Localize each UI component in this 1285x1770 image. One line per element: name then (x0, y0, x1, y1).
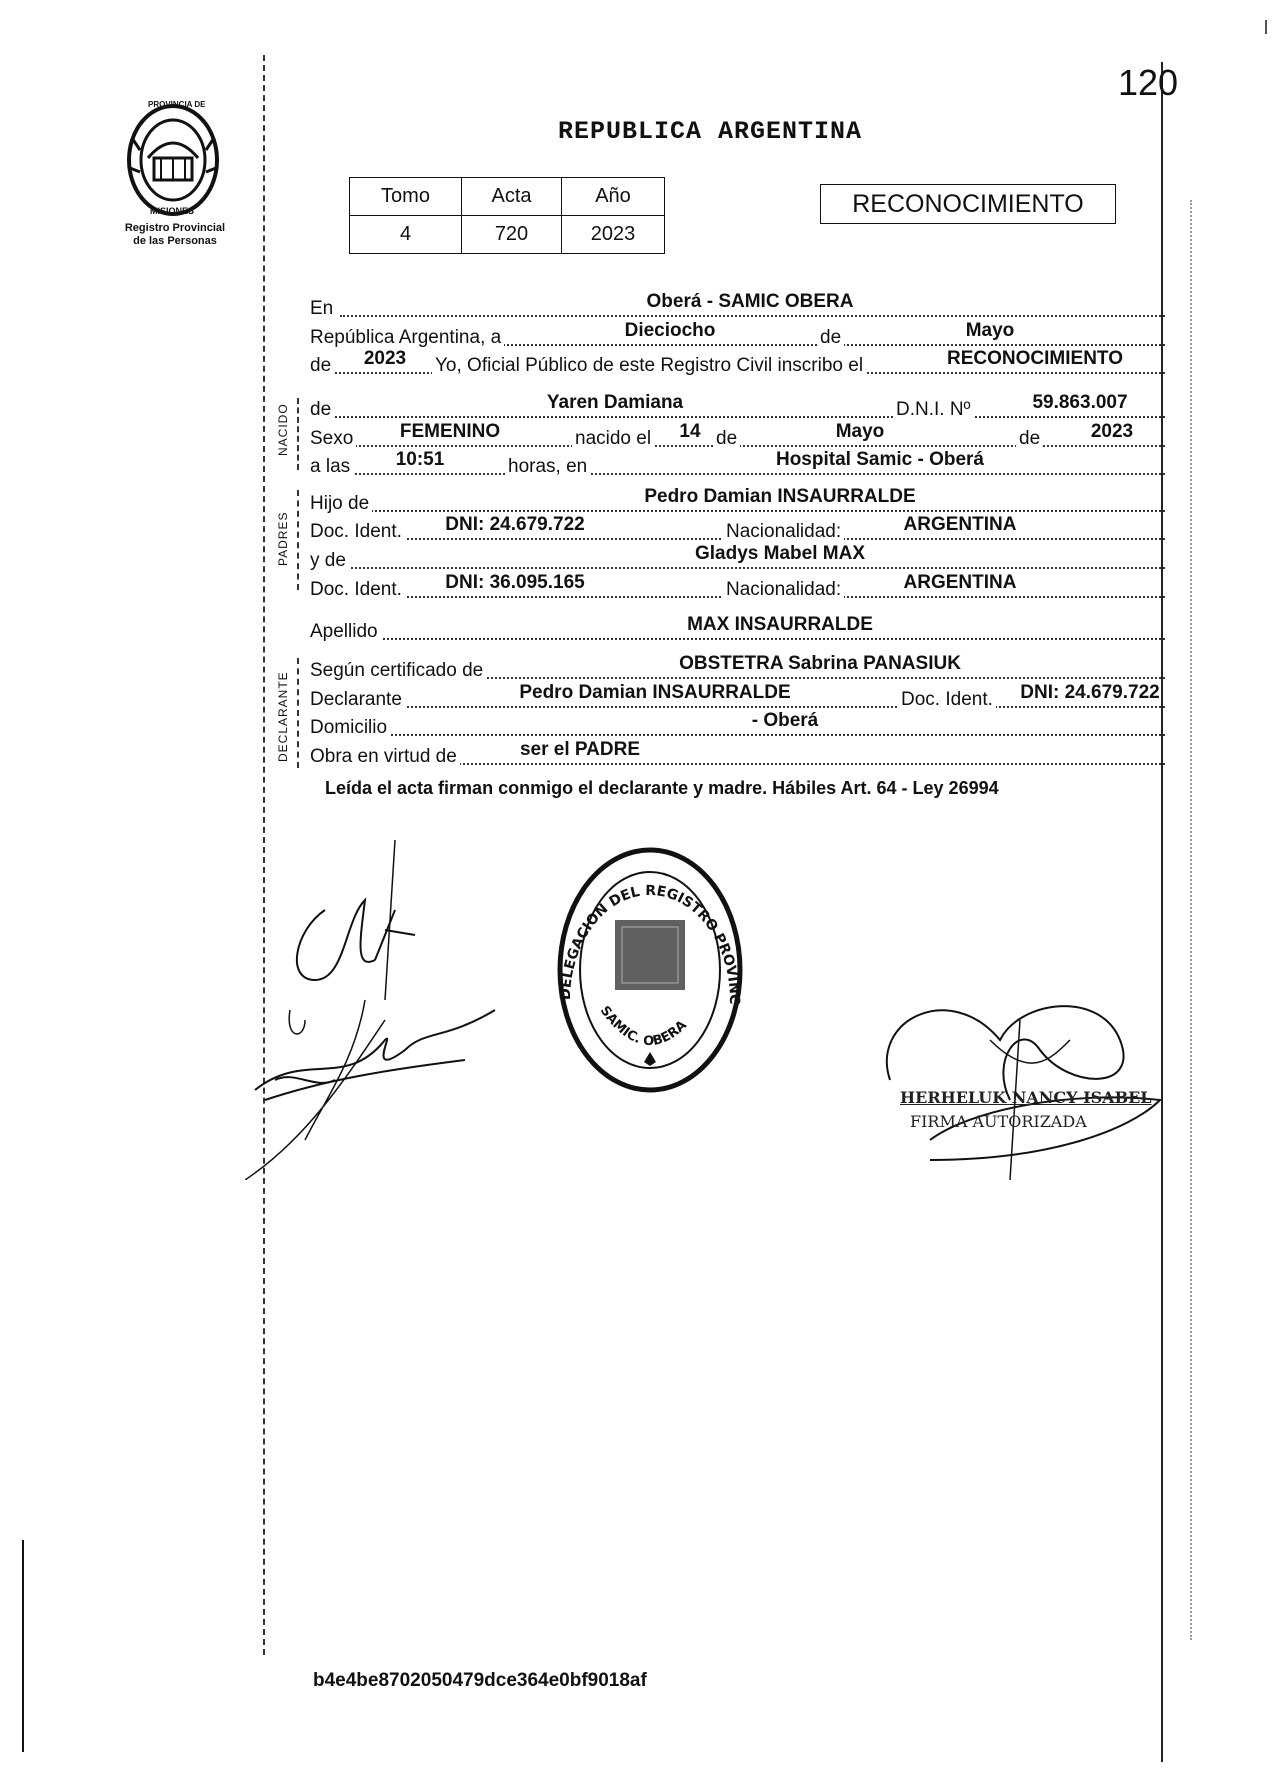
bracket-nacido (297, 398, 299, 470)
value-obra: ser el PADRE (519, 739, 641, 760)
label-nombre: de (310, 398, 334, 422)
label-segun: Según certificado de (310, 659, 486, 683)
value-acta: 720 (462, 216, 562, 254)
header-acta: Acta (462, 178, 562, 216)
value-apellido: MAX INSAURRALDE (687, 614, 873, 635)
side-label-padres: PADRES (276, 511, 290, 566)
label-horas-en: horas, en (505, 455, 590, 479)
value-sexo: FEMENINO (399, 421, 501, 442)
value-birth-month: Mayo (835, 421, 885, 442)
label-apellido: Apellido (310, 620, 381, 644)
closing-text: Leída el acta firman conmigo el declarante y madre. Hábiles Art. 64 - Ley 26994 (325, 778, 999, 798)
document-hash: b4e4be8702050479dce364e0bf9018af (313, 1670, 647, 1691)
stamp-inner-text: SAMIC. OBERA (596, 1003, 690, 1050)
label-sexo: Sexo (310, 427, 356, 451)
value-decl-dni: DNI: 24.679.722 (1020, 682, 1160, 703)
label-domicilio: Domicilio (310, 716, 390, 740)
label-nacido-el: nacido el (572, 427, 654, 451)
dots-domicilio (310, 716, 1165, 736)
value-hora: 10:51 (395, 449, 445, 470)
value-padre: Pedro Damian INSAURRALDE (644, 486, 916, 507)
label-en: En (310, 297, 336, 321)
value-declarante: Pedro Damian INSAURRALDE (519, 682, 791, 703)
label-madre-doc: Doc. Ident. (310, 578, 405, 602)
record-table-header-row (350, 178, 665, 216)
document-title: REPUBLICA ARGENTINA (557, 117, 863, 146)
record-type-box: RECONOCIMIENTO (820, 184, 1116, 224)
value-domicilio: - Oberá (751, 710, 819, 731)
seal-text-bottom: MISIONES (150, 206, 195, 216)
value-day: Dieciocho (624, 320, 716, 341)
label-de: de (817, 326, 844, 350)
declarant-signature (245, 840, 525, 1185)
value-madre-nac: ARGENTINA (903, 572, 1017, 593)
stamp-outer-text: DELEGACION DEL REGISTRO PROVINC (557, 882, 743, 1005)
label-obra: Obra en virtud de (310, 745, 460, 769)
bracket-declarante (297, 658, 299, 768)
label-birth-de: de (713, 427, 740, 451)
value-nombre: Yaren Damiana (546, 392, 684, 413)
authorized-name: HERHELUK NANCY ISABEL (900, 1088, 1152, 1107)
bracket-padres (297, 490, 299, 590)
label-birth-de2: de (1016, 427, 1043, 451)
value-lugar: Hospital Samic - Oberá (775, 449, 984, 470)
value-birth-day: 14 (679, 421, 701, 442)
text-yo: Yo, Oficial Público de este Registro Civil inscribo el (432, 354, 866, 378)
label-dni: D.N.I. Nº (893, 398, 974, 422)
right-dotted-line (1190, 200, 1192, 1640)
value-month: Mayo (965, 320, 1015, 341)
left-edge-bar (22, 1540, 24, 1752)
label-declarante: Declarante (310, 688, 405, 712)
value-madre: Gladys Mabel MAX (695, 543, 865, 564)
value-certificado: OBSTETRA Sabrina PANASIUK (679, 653, 961, 674)
authorized-role: FIRMA AUTORIZADA (910, 1112, 1087, 1131)
label-hijo-de: Hijo de (310, 492, 372, 516)
value-padre-dni: DNI: 24.679.722 (445, 514, 585, 535)
value-dni: 59.863.007 (1032, 392, 1128, 413)
side-label-declarante: DECLARANTE (276, 671, 290, 762)
label-y-de: y de (310, 549, 349, 573)
label-de2: de (310, 354, 334, 378)
label-republica: República Argentina, a (310, 326, 504, 350)
logo-caption-line1: Registro Provincial (124, 222, 226, 234)
label-a-las: a las (310, 455, 353, 479)
side-label-nacido: NACIDO (276, 403, 290, 456)
header-tomo: Tomo (350, 178, 462, 216)
seal-text-top: PROVINCIA DE (148, 100, 206, 109)
label-decl-doc: Doc. Ident. (898, 688, 996, 712)
registry-stamp (540, 830, 760, 1115)
value-year: 2023 (363, 348, 407, 369)
provincial-seal-logo (118, 98, 228, 223)
label-padre-nac: Nacionalidad: (723, 520, 844, 544)
page-number: 120 (1118, 62, 1179, 103)
value-tomo: 4 (350, 216, 462, 254)
record-table-value-row (350, 216, 665, 254)
label-madre-nac: Nacionalidad: (723, 578, 844, 602)
corner-tick (1265, 20, 1267, 34)
value-en: Oberá - SAMIC OBERA (646, 291, 854, 312)
value-padre-nac: ARGENTINA (903, 514, 1017, 535)
value-ano: 2023 (562, 216, 665, 254)
logo-caption-line2: de las Personas (133, 235, 217, 247)
value-madre-dni: DNI: 36.095.165 (445, 572, 585, 593)
header-ano: Año (562, 178, 665, 216)
svg-text:SAMIC. OBERA (597, 1003, 690, 1049)
label-padre-doc: Doc. Ident. (310, 520, 405, 544)
authorized-signature (870, 980, 1170, 1185)
value-inscribo: RECONOCIMIENTO (947, 348, 1123, 369)
record-table (349, 177, 665, 254)
value-birth-year: 2023 (1090, 421, 1134, 442)
right-margin-line (1161, 62, 1163, 1762)
logo-caption (100, 222, 250, 248)
